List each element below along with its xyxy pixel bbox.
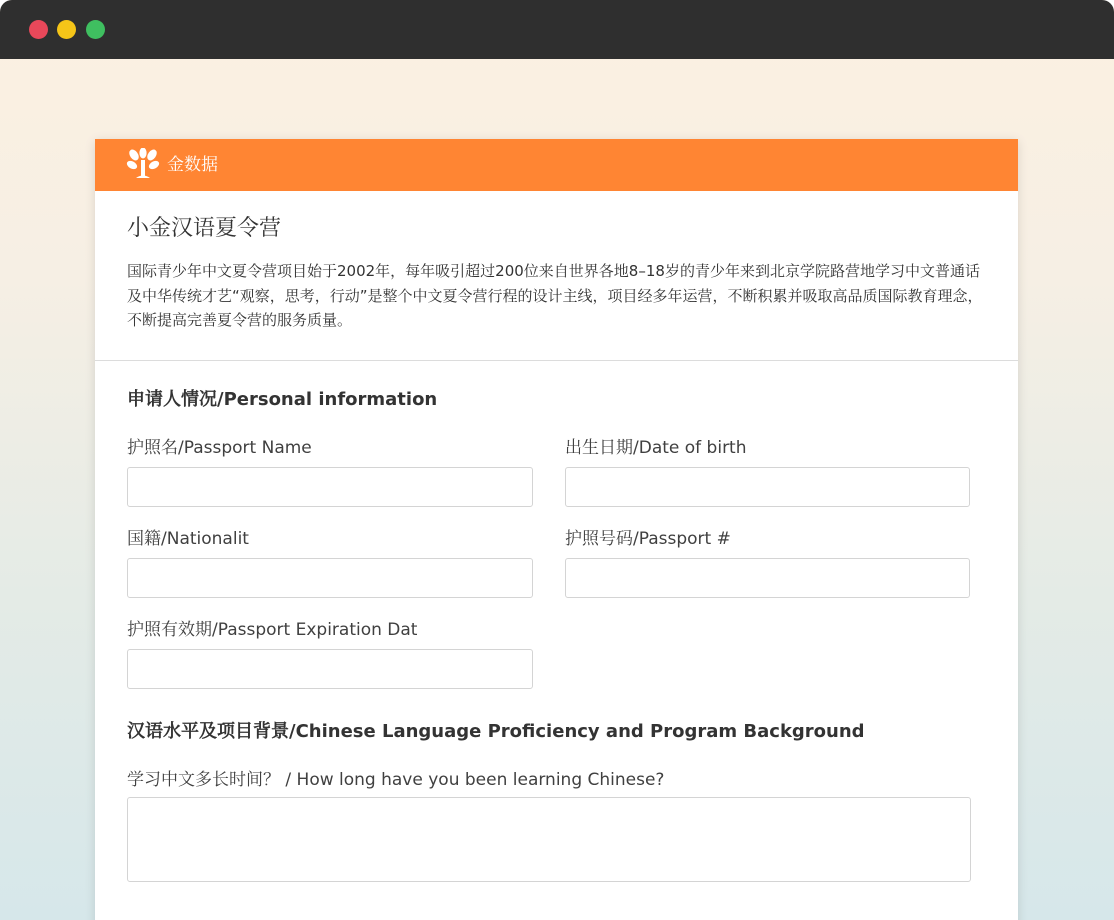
learning-duration-textarea[interactable]	[127, 797, 971, 882]
tree-sprout-icon	[126, 148, 160, 182]
section-title-personal-info: 申请人情况/Personal information	[127, 389, 438, 410]
form-description: 国际青少年中文夏令营项目始于2002年，每年吸引超过200位来自世界各地8–18岁的青少年来到北京学院路营地学习中文普通话及中华传统才艺“观察，思考，行动”是整个中文夏令营行程的设计主线，项目经多年运营，不断积累并吸取高品质国际教育理念，不断提高完善夏令营的服务质量。	[127, 262, 983, 329]
passport-expiration-label: 护照有效期/Passport Expiration Dat	[127, 620, 418, 640]
section-title-chinese-proficiency: 汉语水平及项目背景/Chinese Language Proficiency and Program Background	[127, 721, 865, 742]
learning-duration-label: 学习中文多长时间？ / How long have you been learning Chinese?	[127, 770, 665, 790]
form-title: 小金汉语夏令营	[127, 216, 282, 241]
minimize-window-button[interactable]	[57, 20, 76, 39]
window-titlebar	[0, 0, 1114, 59]
form-intro	[95, 191, 1018, 361]
date-of-birth-label: 出生日期/Date of birth	[565, 438, 747, 458]
passport-name-label: 护照名/Passport Name	[127, 438, 312, 458]
passport-number-label: 护照号码/Passport #	[565, 529, 731, 549]
form-card	[95, 139, 1018, 920]
maximize-window-button[interactable]	[86, 20, 105, 39]
nationality-input[interactable]	[127, 558, 533, 598]
passport-name-input[interactable]	[127, 467, 533, 507]
passport-number-input[interactable]	[565, 558, 970, 598]
date-of-birth-input[interactable]	[565, 467, 970, 507]
brand-name: 金数据	[167, 155, 218, 175]
nationality-label: 国籍/Nationalit	[127, 529, 249, 549]
close-window-button[interactable]	[29, 20, 48, 39]
passport-expiration-input[interactable]	[127, 649, 533, 689]
form-header-bar	[95, 139, 1018, 191]
